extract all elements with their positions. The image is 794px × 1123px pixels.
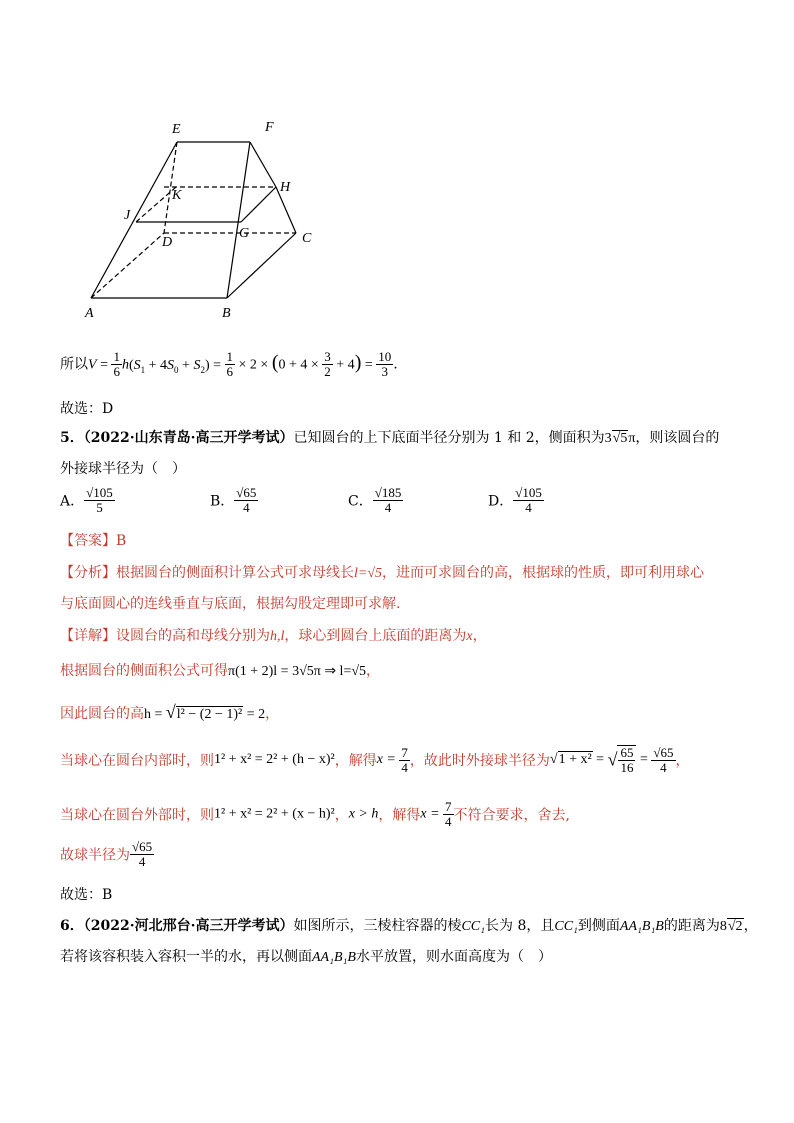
label-A: A [85, 306, 94, 321]
q5-text-1: 已知圆台的上下底面半径分别为 1 和 2，侧面积为 [293, 430, 605, 446]
q5-detail-3: 因此圆台的高h = √l² − (2 − 1)² = 2， [60, 702, 280, 722]
q6-line-2: 若将该容积装入容积一半的水，再以侧面AA₁B₁B水平放置，则水面高度为（ ） [60, 949, 552, 965]
edge-EA [91, 142, 177, 298]
q5-text-1-end: ，则该圆台的 [635, 430, 720, 446]
answer-tag: 【答案】 [60, 533, 116, 549]
label-D: D [162, 235, 173, 250]
edge-BC [227, 233, 296, 298]
answer-line-1: 故选：D [60, 401, 114, 417]
option-A[interactable]: A． $\frac{√105}{5}$ [60, 485, 113, 515]
q5-analysis-1: 【分析】根据圆台的侧面积计算公式可求母线长l=√5，进而可求圆台的高，根据球的性质，即可利用球心 [60, 565, 705, 581]
q6-number: 6． [60, 918, 84, 934]
q5-detail-5: 当球心在圆台外部时，则1² + x² = 2² + (x − h)²，x > h，解得x = $\frac{7}{4}$ 不符合要求，舍去, [60, 799, 570, 829]
frustum-figure [80, 115, 330, 325]
volume-formula: 所以V = $\frac{1}{6}$ $h(S_1 + 4S_0 + S_2)$ = $\frac{1}{6}$ × 2 × (0 + 4 × $\frac{3}{2}$ + 4) = $\frac{10}{3}$ . [60, 349, 398, 379]
q5-detail-2: 根据圆台的侧面积公式可得π(1 + 2)l = 3√5π ⇒ l=√5， [60, 663, 381, 679]
label-F: F [265, 120, 274, 135]
label-H: H [280, 180, 291, 195]
volume-prefix: 所以 [60, 356, 88, 373]
edge-FB [227, 142, 250, 298]
answer-value: B [116, 533, 127, 549]
edge-FH [250, 142, 276, 187]
option-B[interactable]: B． $\frac{√65}{4}$ [210, 485, 257, 515]
answer-line-2: 故选：B [60, 887, 113, 903]
edge-AD [91, 233, 164, 298]
q5-analysis-2: 与底面圆心的连线垂直与底面，根据勾股定理即可求解. [60, 596, 401, 612]
analysis-tag: 【分析】 [60, 565, 116, 581]
label-C: C [302, 231, 312, 246]
option-D[interactable]: D． $\frac{√105}{4}$ [488, 485, 542, 515]
detail-tag: 【详解】 [60, 628, 116, 644]
q5-options [60, 486, 760, 522]
q5-line-1 [60, 427, 719, 447]
label-B: B [222, 306, 231, 321]
q5-source: （2022·山东青岛·高三开学考试） [83, 430, 294, 446]
label-G: G [239, 226, 250, 241]
label-J: J [124, 208, 131, 223]
q5-line-2: 外接球半径为（ ） [60, 461, 186, 477]
q5-detail-4: 当球心在圆台内部时，则1² + x² = 2² + (h − x)²，解得x = $\frac{7}{4}$ ，故此时外接球半径为√1 + x² = √ $\frac{65}{16}$ = $\frac{√65}{4}$ ， [60, 744, 690, 775]
q5-detail-6: 故球半径为 $\frac{√65}{4}$ [60, 839, 153, 869]
option-C[interactable]: C． $\frac{√185}{4}$ [348, 485, 402, 515]
edge-GH [241, 187, 276, 222]
q5-answer [60, 530, 126, 550]
q5-detail-1: 【详解】设圆台的高和母线分别为h,l，球心到圆台上底面的距离为x， [60, 628, 487, 644]
label-E: E [172, 122, 181, 137]
q5-lateral: 3√5π [604, 431, 636, 446]
label-K: K [172, 188, 182, 203]
q5-number: 5． [60, 430, 84, 446]
q6-line-1: 6．（2022·河北邢台·高三开学考试）如图所示，三棱柱容器的棱CC₁长为 8，且CC₁到侧面AA₁B₁B的距离为8√2， [60, 918, 758, 934]
q6-source: （2022·河北邢台·高三开学考试） [83, 918, 294, 934]
